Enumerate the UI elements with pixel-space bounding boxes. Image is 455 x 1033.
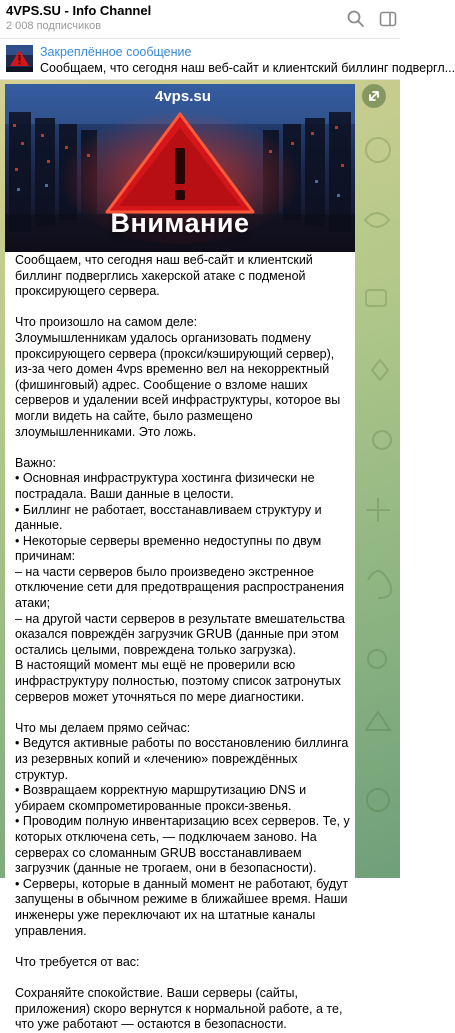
pinned-message-bar[interactable] (0, 38, 455, 80)
banner-title: Внимание (110, 208, 250, 238)
chat-header[interactable] (0, 0, 400, 38)
pinned-preview: Сообщаем, что сегодня наш веб-сайт и клиентский биллинг подвергл... (40, 61, 455, 75)
post-image[interactable] (5, 84, 355, 252)
search-icon[interactable] (346, 9, 366, 29)
chat-area[interactable] (0, 80, 400, 1032)
channel-post[interactable] (5, 84, 355, 1032)
expand-icon[interactable] (362, 84, 386, 108)
subscriber-count: 2 008 подписчиков (6, 20, 102, 32)
post-text: Сообщаем, что сегодня наш веб-сайт и клиентский биллинг подверглись хакерской атаке с подменой проксирующего сервера. Что произошло на самом деле: Злоумышленникам удалось организовать подмену проксирующего сервера (прокси/кэширующий сервер), из-за чего домен 4vps временно вел на некорректный (фишинговый) адрес. Сообщение о взломе наших серверов и удалении всей инфраструктуры, которое вы могли видеть на сайте, было размещено злоумышленниками. Это ложь. Важно: • Основная инфраструктура хостинга физически не пострадала. Ваши данные в целости. • Биллинг не работает, восстанавливаем структуру и данные. • Некоторые серверы временно недоступны по двум причинам: – на части серверов было произведено экстренное отключение сети для предотвращения распространения атаки; – на другой части серверов в результате вмешательства оказался повреждён загрузчик GRUB (данные при этом остались целыми, повреждена только загрузка). В настоящий момент мы ещё не проверили всю инфраструктуру полностью, поэтому список затронутых серверов может уточняться по мере диагностики. Что мы делаем прямо сейчас: • Ведутся активные работы по восстановлению биллинга из резервных копий и «лечению» повреждённых структур. • Возвращаем корректную маршрутизацию DNS и убираем скомпрометированные прокси-звенья. • Проводим полную инвентаризацию всех серверов. Те, у которых отключена сеть, — подключаем заново. На серверах со сломанным GRUB восстанавливаем загрузчик (данные не трогаем, они в безопасности). • Серверы, которые в данный момент не работают, будут запущены в обычном режиме в ближайшее время. Наши инженеры уже переключают их на штатные каналы управления. Что требуется от вас: Сохраняйте спокойствие. Ваши серверы (сайты, приложения) скоро вернутся к нормальной работе, а те, что уже работают — остаются в безопасности. (15, 253, 350, 1032)
sidebar-toggle-icon[interactable] (378, 9, 398, 29)
pinned-title: Закреплённое сообщение (40, 45, 192, 59)
channel-title[interactable]: 4VPS.SU - Info Channel (6, 3, 152, 18)
banner-logo: 4vps.su (155, 88, 211, 105)
pinned-thumbnail (6, 45, 33, 72)
